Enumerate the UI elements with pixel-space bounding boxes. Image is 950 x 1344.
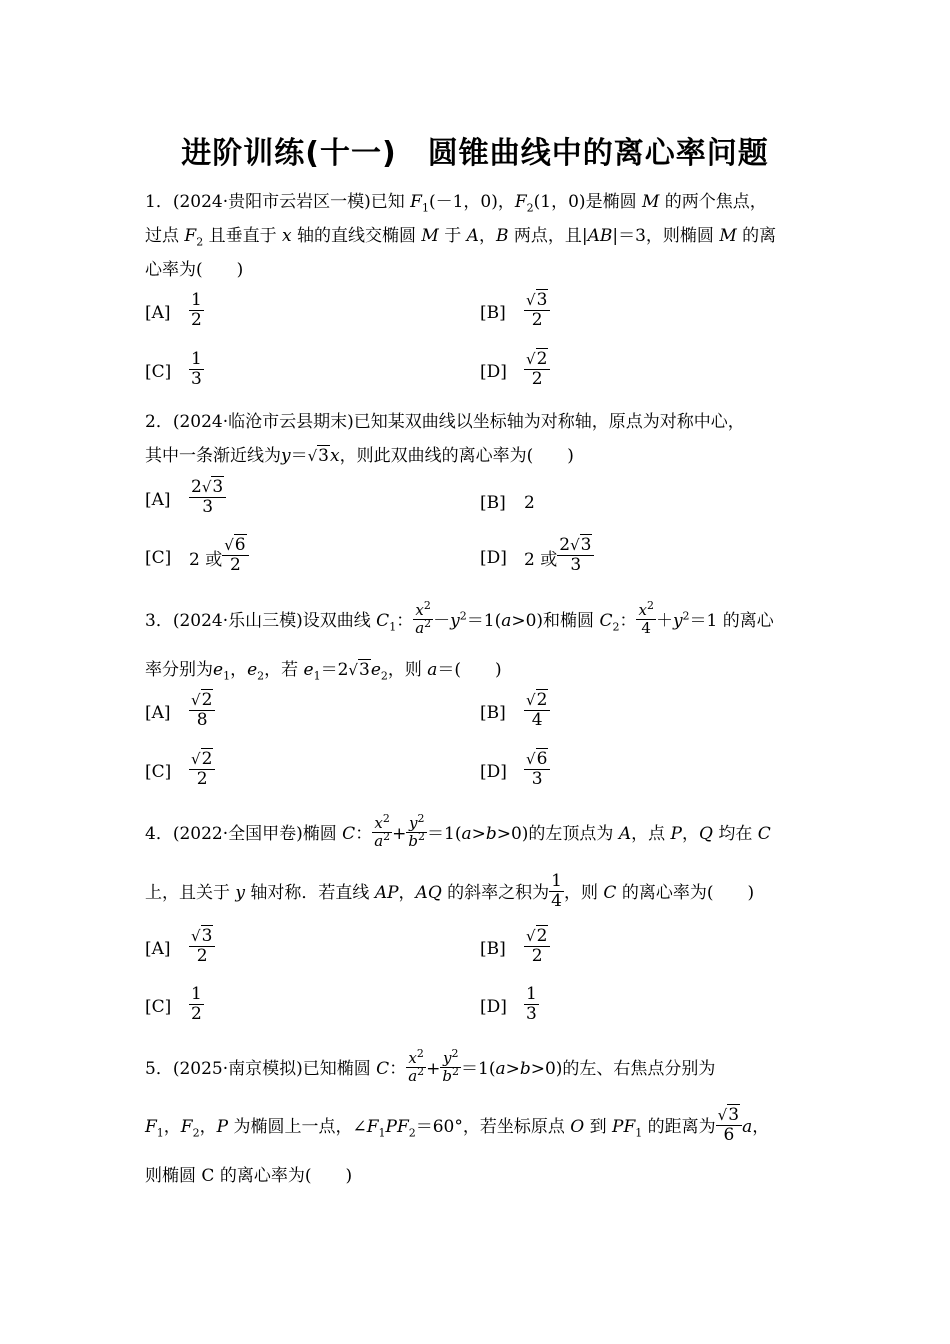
question-1-line-1: 1．(2024·贵阳市云岩区一模)已知 $F_1(-1$，0)，$F_2(1$，0)是椭圆 M 的两个焦点， xyxy=(145,192,767,215)
question-3-option-d[interactable]: [D] $\frac{√6}{3}$ xyxy=(480,752,550,791)
page-title: 进阶训练(十一) 圆锥曲线中的离心率问题 xyxy=(181,136,769,171)
question-2-line-1: 2．(2024·临沧市云县期末)已知某双曲线以坐标轴为对称轴，原点为对称中心， xyxy=(145,412,745,432)
question-2-option-c[interactable]: [C] 2 或 $\frac{√6}{2}$ xyxy=(145,538,249,577)
question-1-option-d[interactable]: [D] $\frac{√2}{2}$ xyxy=(480,352,550,391)
question-5-source: (2025·南京模拟) xyxy=(172,1059,303,1079)
question-4-line-1: 4．(2022·全国甲卷)椭圆 C： $\frac{x^2}{a^2}$ + $\frac{y^2}{b^2}$ ＝1(a>b>0)的左顶点为 A，点 P，Q 均在 C xyxy=(145,812,771,850)
question-2-option-b[interactable]: [B] 2 xyxy=(480,492,535,513)
question-2-option-a[interactable]: [A] $\frac{2√3}{3}$ xyxy=(145,480,226,519)
question-4-option-d[interactable]: [D] $\frac{1}{3}$ xyxy=(480,984,537,1024)
question-2-line-2: 其中一条渐近线为y＝√3x，则此双曲线的离心率为( ) xyxy=(145,446,574,466)
question-1-option-c[interactable]: [C] $\frac{1}{3}$ xyxy=(145,349,202,389)
question-5-line-1: 5．(2025·南京模拟)已知椭圆 C： $\frac{x^2}{a^2}$ + $\frac{y^2}{b^2}$ ＝1(a>b>0)的左、右焦点分别为 xyxy=(145,1047,716,1085)
question-1-line-3: 心率为( ) xyxy=(145,260,244,280)
question-4-option-a[interactable]: [A] $\frac{√3}{2}$ xyxy=(145,929,215,968)
question-3-line-2: 率分别为$e_1$，$e_2$，若 $e_1=2√3e_2$，则 a＝( ) xyxy=(145,660,502,683)
question-4-source: (2022·全国甲卷) xyxy=(172,824,303,844)
question-2-source: (2024·临沧市云县期末) xyxy=(172,412,354,432)
question-3-option-b[interactable]: [B] $\frac{√2}{4}$ xyxy=(480,693,550,732)
question-4-line-2: 上，且关于 y 轴对称．若直线 AP，AQ 的斜率之积为 $\frac{1}{4}$ ，则 C 的离心率为( ) xyxy=(145,871,755,911)
question-4-option-c[interactable]: [C] $\frac{1}{2}$ xyxy=(145,984,202,1024)
question-1-option-b[interactable]: [B] $\frac{√3}{2}$ xyxy=(480,293,550,332)
question-3-line-1: 3．(2024·乐山三模)设双曲线 $C_1$： $\frac{x^2}{a^2}$ $-y^2=1(a>0)$和椭圆 $C_2$： $\frac{x^2}{4}$ $+y^2=1$ 的离心 xyxy=(145,599,774,637)
question-3-source: (2024·乐山三模) xyxy=(172,611,303,631)
question-1-source: (2024·贵阳市云岩区一模) xyxy=(172,192,371,212)
question-1-line-2: 过点 $F_2$ 且垂直于 x 轴的直线交椭圆 M 于 A，B 两点，且|AB|＝3，则椭圆 M 的离 xyxy=(145,226,777,249)
question-5-line-2: $F_1$，$F_2$，P 为椭圆上一点，$\angle F_1PF_2=60^\circ$，若坐标原点 O 到 $PF_1$ 的距离为 $\frac{√3}{6}$ a， xyxy=(145,1105,770,1145)
question-4-option-b[interactable]: [B] $\frac{√2}{2}$ xyxy=(480,929,550,968)
question-3-option-c[interactable]: [C] $\frac{√2}{2}$ xyxy=(145,752,215,791)
question-3-option-a[interactable]: [A] $\frac{√2}{8}$ xyxy=(145,693,215,732)
question-5-line-3: 则椭圆 C 的离心率为( ) xyxy=(145,1166,353,1186)
question-1-option-a[interactable]: [A] $\frac{1}{2}$ xyxy=(145,290,202,330)
question-2-option-d[interactable]: [D] 2 或 $\frac{2√3}{3}$ xyxy=(480,538,594,577)
